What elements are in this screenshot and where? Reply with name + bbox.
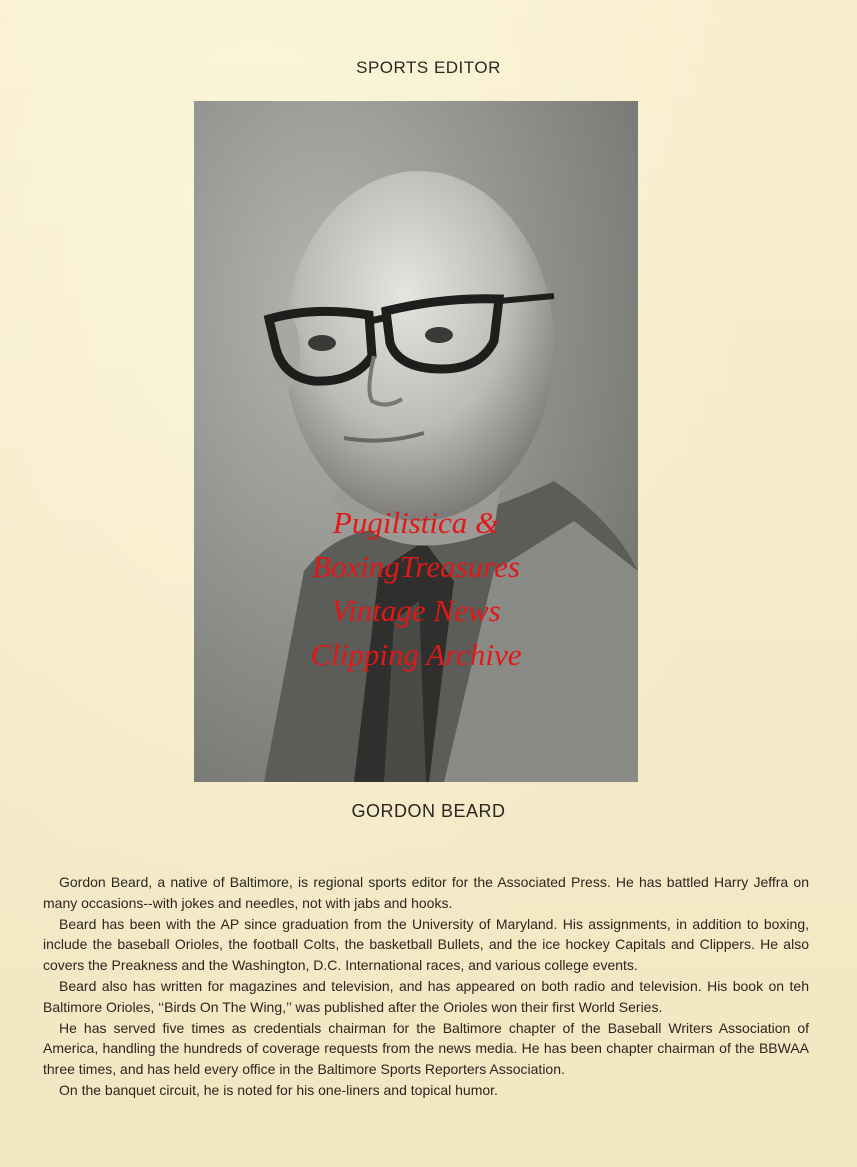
- portrait-photo: [194, 101, 638, 782]
- watermark: [194, 501, 638, 677]
- bio-paragraph: Beard also has written for magazines and television, and has appeared on both radio and television. His book on teh Baltimore Orioles, ‘‘Birds On The Wing,’’ was published after the Orioles won their first World Series.: [43, 977, 809, 1015]
- person-name-caption: GORDON BEARD: [351, 801, 506, 821]
- biography: [43, 872, 809, 1101]
- watermark-line: Clipping Archive: [310, 637, 522, 672]
- section-title: SPORTS EDITOR: [356, 58, 501, 77]
- bio-paragraph: Gordon Beard, a native of Baltimore, is regional sports editor for the Associated Press. He has battled Harry Jeffra on many occasions--with jokes and needles, not with jabs and hooks.: [43, 874, 809, 911]
- bio-paragraph: He has served five times as credentials chairman for the Baltimore chapter of the Baseball Writers Association of America, handling the hundreds of coverage requests from the news media. He has been chapter chairman of the BBWAA three times, and has held every office in the Baltimore Sports Reporters Association.: [43, 1019, 809, 1078]
- portrait-illustration: [194, 101, 638, 782]
- watermark-line: BoxingTreasures: [312, 549, 520, 584]
- bio-paragraph: Beard has been with the AP since graduation from the University of Maryland. His assignments, in addition to boxing, include the baseball Orioles, the football Colts, the basketball Bullets, and the ice hockey Capitals and Clippers. He also covers the Preakness and the Washington, D.C. International races, and various college events.: [43, 915, 809, 974]
- bio-paragraph: On the banquet circuit, he is noted for his one-liners and topical humor.: [59, 1081, 498, 1098]
- watermark-line: Vintage News: [331, 593, 501, 628]
- watermark-line: Pugilistica &: [332, 505, 500, 540]
